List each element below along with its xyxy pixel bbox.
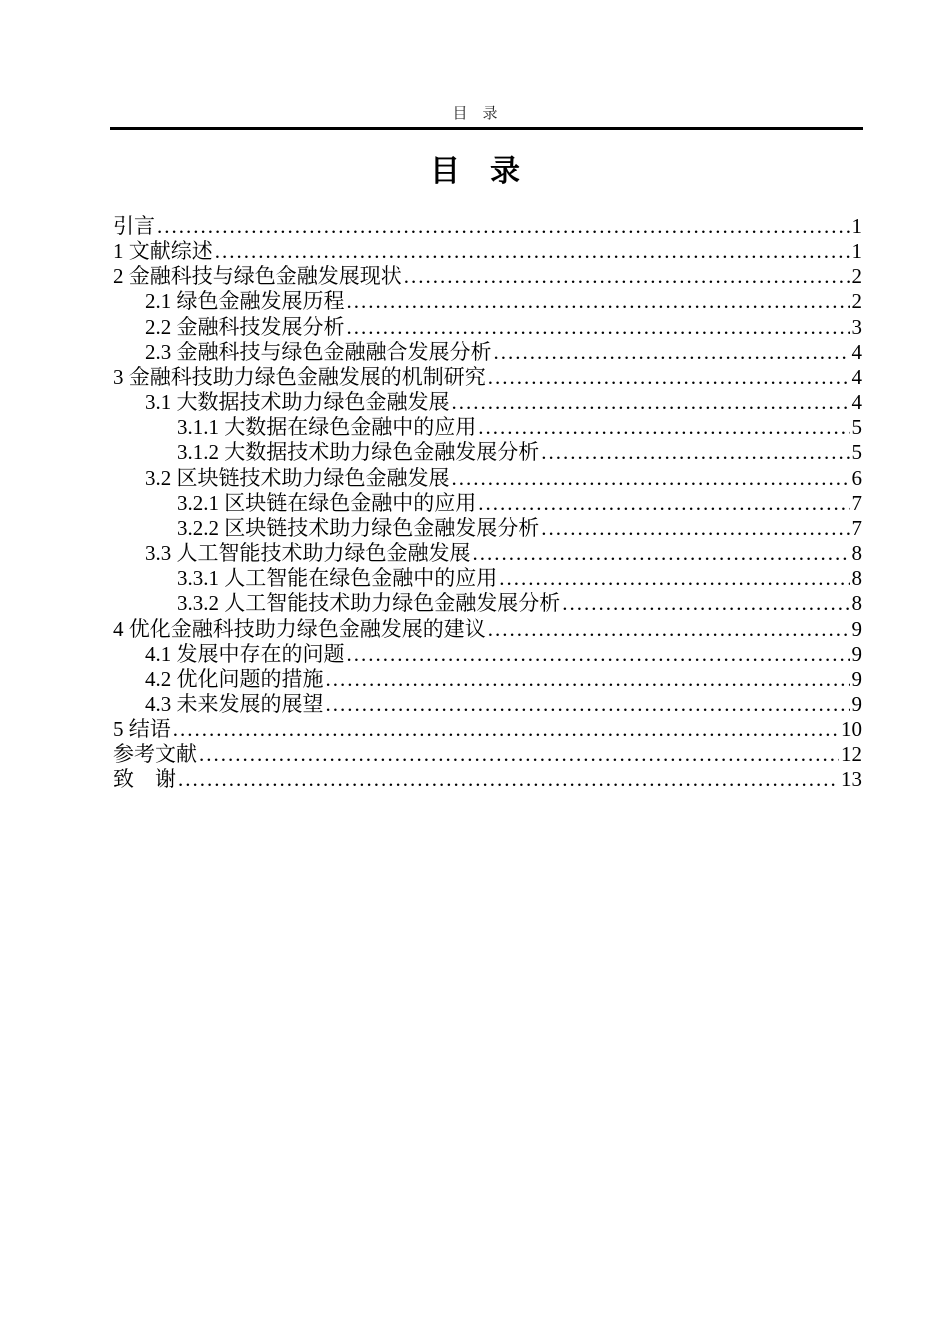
toc-page-number: 9 (851, 616, 862, 641)
toc-entry-label: 致 谢 (113, 767, 176, 792)
toc-entry[interactable] (113, 315, 862, 340)
toc-entry-label: 4.2 优化问题的措施 (145, 666, 324, 691)
toc-entry-label: 3.3.2 人工智能技术助力绿色金融发展分析 (177, 591, 561, 616)
toc-leader-dots (478, 491, 849, 516)
toc-leader-dots (215, 239, 850, 264)
toc-leader-dots (478, 415, 849, 440)
toc-entry-label: 3.2.1 区块链在绿色金融中的应用 (177, 490, 477, 515)
toc-page-number: 9 (851, 691, 862, 716)
toc-entry-label: 3.1 大数据技术助力绿色金融发展 (145, 390, 450, 415)
toc-entry[interactable] (113, 365, 862, 390)
toc-entry-label: 1 文献综述 (113, 239, 213, 264)
toc-page-number: 4 (851, 339, 862, 364)
toc-leader-dots (157, 214, 850, 239)
toc-entry[interactable] (113, 767, 862, 792)
toc-entry-label: 4 优化金融科技助力绿色金融发展的建议 (113, 616, 486, 641)
toc-leader-dots (199, 742, 839, 767)
toc-entry[interactable] (113, 667, 862, 692)
toc-entry[interactable] (113, 440, 862, 465)
toc-leader-dots (562, 591, 849, 616)
running-header-title: 目 录 (452, 106, 498, 122)
toc-page-number: 2 (851, 264, 862, 289)
toc-page-number: 1 (851, 214, 862, 238)
toc-leader-dots (173, 717, 839, 742)
toc-entry[interactable] (113, 617, 862, 642)
toc-entry[interactable] (113, 566, 862, 591)
toc-entry-label: 3 金融科技助力绿色金融发展的机制研究 (113, 364, 486, 389)
toc-leader-dots (494, 340, 850, 365)
toc-entry-label: 3.3.1 人工智能在绿色金融中的应用 (177, 566, 498, 591)
toc-entry-label: 2.1 绿色金融发展历程 (145, 289, 345, 314)
toc-leader-dots (452, 466, 850, 491)
toc-page-number: 4 (851, 390, 862, 415)
toc-entry[interactable] (113, 541, 862, 566)
toc-leader-dots (404, 264, 850, 289)
toc-entry[interactable] (113, 466, 862, 491)
toc-page-number: 8 (851, 591, 862, 616)
toc-leader-dots (541, 440, 849, 465)
toc-page-number: 8 (851, 541, 862, 566)
toc-entry[interactable] (113, 591, 862, 616)
toc-leader-dots (499, 566, 849, 591)
toc-entry-label: 2.3 金融科技与绿色金融融合发展分析 (145, 339, 492, 364)
toc-leader-dots (326, 692, 850, 717)
header-divider-line (110, 127, 863, 130)
toc-entry[interactable] (113, 642, 862, 667)
toc-leader-dots (347, 642, 850, 667)
toc-entry[interactable] (113, 742, 862, 767)
toc-page-number: 5 (851, 415, 862, 440)
toc-page-number: 3 (851, 314, 862, 339)
toc-entry[interactable] (113, 390, 862, 415)
toc-entry[interactable] (113, 289, 862, 314)
toc-entry-label: 2.2 金融科技发展分析 (145, 314, 345, 339)
toc-page-number: 10 (841, 717, 862, 742)
toc-entry-label: 参考文献 (113, 742, 197, 767)
toc-page-title: 目 录 (430, 155, 520, 188)
toc-entry-label: 3.2 区块链技术助力绿色金融发展 (145, 465, 450, 490)
toc-page-number: 5 (851, 440, 862, 465)
toc-entry[interactable] (113, 264, 862, 289)
toc-page-number: 9 (851, 666, 862, 691)
toc-entry[interactable] (113, 717, 862, 742)
toc-entry[interactable] (113, 415, 862, 440)
toc-page-number: 6 (851, 465, 862, 490)
toc-page-number: 12 (841, 742, 862, 767)
toc-page-number: 1 (851, 239, 862, 264)
toc-entry[interactable] (113, 516, 862, 541)
toc-page-number: 7 (851, 515, 862, 540)
toc-entry-label: 2 金融科技与绿色金融发展现状 (113, 264, 402, 289)
toc-entry[interactable] (113, 491, 862, 516)
toc-entry-label: 引言 (113, 214, 155, 238)
toc-leader-dots (473, 541, 850, 566)
toc-entry-label: 4.1 发展中存在的问题 (145, 641, 345, 666)
toc-leader-dots (347, 315, 850, 340)
toc-leader-dots (347, 289, 850, 314)
toc-entry-label: 3.2.2 区块链技术助力绿色金融发展分析 (177, 515, 540, 540)
toc-entry-label: 5 结语 (113, 717, 171, 742)
toc-page-number: 2 (851, 289, 862, 314)
toc-leader-dots (452, 390, 850, 415)
toc-page-number: 7 (851, 490, 862, 515)
toc-list (113, 214, 862, 793)
toc-page-number: 9 (851, 641, 862, 666)
toc-entry[interactable] (113, 239, 862, 264)
toc-leader-dots (541, 516, 849, 541)
toc-leader-dots (326, 667, 850, 692)
toc-leader-dots (488, 617, 850, 642)
toc-page-number: 8 (851, 566, 862, 591)
toc-page-number: 4 (851, 364, 862, 389)
toc-page-number: 13 (841, 767, 862, 792)
toc-leader-dots (178, 767, 839, 792)
toc-entry-label: 3.1.1 大数据在绿色金融中的应用 (177, 415, 477, 440)
toc-leader-dots (488, 365, 850, 390)
toc-entry[interactable] (113, 214, 862, 239)
toc-entry-label: 3.1.2 大数据技术助力绿色金融发展分析 (177, 440, 540, 465)
toc-entry[interactable] (113, 692, 862, 717)
toc-entry-label: 4.3 未来发展的展望 (145, 691, 324, 716)
toc-entry-label: 3.3 人工智能技术助力绿色金融发展 (145, 541, 471, 566)
toc-entry[interactable] (113, 340, 862, 365)
